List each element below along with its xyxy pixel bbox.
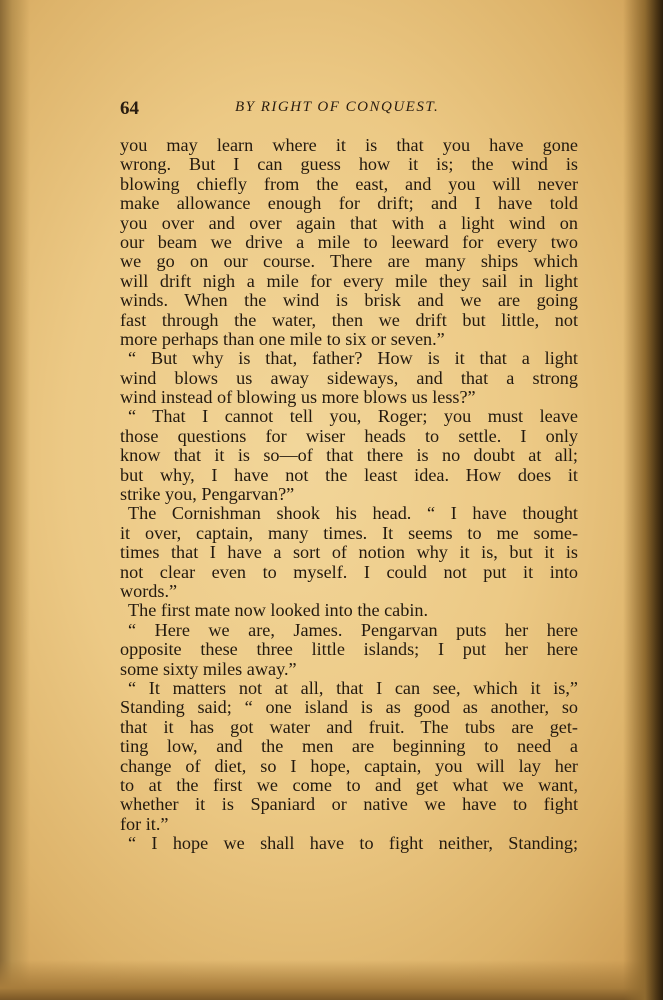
text-line: that it has got water and fruit. The tubs are get- bbox=[120, 716, 578, 737]
text-line: wind instead of blowing us more blows us less?” bbox=[120, 387, 476, 408]
text-line: those questions for wiser heads to settle. I only bbox=[120, 425, 578, 446]
text-line: “ It matters not at all, that I can see, which it is,” bbox=[128, 677, 578, 698]
text-line: to at the first we come to and get what we want, bbox=[120, 774, 578, 795]
text-line: fast through the water, then we drift but little, not bbox=[120, 309, 578, 330]
page-bottom-edge bbox=[0, 960, 663, 1000]
page-header bbox=[120, 98, 585, 122]
text-line: more perhaps than one mile to six or seven.” bbox=[120, 328, 445, 349]
text-line: whether it is Spaniard or native we have to fight bbox=[120, 794, 578, 815]
binding-shadow bbox=[0, 0, 30, 1000]
text-line: for it.” bbox=[120, 813, 169, 834]
text-line: our beam we drive a mile to leeward for every two bbox=[120, 231, 578, 252]
text-line: blowing chiefly from the east, and you will never bbox=[120, 173, 578, 194]
text-line: opposite these three little islands; I put her here bbox=[120, 639, 578, 660]
text-line: “ Here we are, James. Pengarvan puts her here bbox=[128, 619, 578, 640]
text-line: it over, captain, many times. It seems to me some- bbox=[120, 522, 578, 543]
text-line: change of diet, so I hope, captain, you will lay her bbox=[120, 755, 578, 776]
text-line: you may learn where it is that you have gone bbox=[120, 135, 578, 155]
page-number: 64 bbox=[120, 98, 139, 119]
text-line: know that it is so—of that there is no doubt at all; bbox=[120, 445, 578, 466]
text-line: make allowance enough for drift; and I have told bbox=[120, 193, 578, 214]
text-line: wrong. But I can guess how it is; the wind is bbox=[120, 154, 578, 175]
text-line: Standing said; “ one island is as good as another, so bbox=[120, 697, 578, 718]
text-line: some sixty miles away.” bbox=[120, 658, 297, 679]
running-head: BY RIGHT OF CONQUEST. bbox=[235, 99, 440, 115]
text-line: “ But why is that, father? How is it that a light bbox=[128, 348, 578, 369]
text-line: we go on our course. There are many ships which bbox=[120, 251, 578, 272]
body-text bbox=[120, 136, 578, 853]
text-line: The Cornishman shook his head. “ I have thought bbox=[128, 503, 578, 524]
text-line: you over and over again that with a light wind on bbox=[120, 212, 578, 233]
text-line: will drift nigh a mile for every mile they sail in light bbox=[120, 270, 578, 291]
text-line: strike you, Pengarvan?” bbox=[120, 484, 295, 505]
text-line: winds. When the wind is brisk and we are going bbox=[120, 290, 578, 311]
text-line: not clear even to myself. I could not put it into bbox=[120, 561, 578, 582]
text-line: The first mate now looked into the cabin. bbox=[128, 600, 429, 621]
text-line: “ That I cannot tell you, Roger; you must leave bbox=[128, 406, 578, 427]
text-line: ting low, and the men are beginning to need a bbox=[120, 736, 578, 757]
text-line: but why, I have not the least idea. How does it bbox=[120, 464, 578, 485]
text-line: wind blows us away sideways, and that a strong bbox=[120, 367, 578, 388]
text-line: times that I have a sort of notion why it is, but it is bbox=[120, 542, 578, 563]
page-right-edge bbox=[623, 0, 663, 1000]
text-line: “ I hope we shall have to fight neither, Standing; bbox=[128, 833, 578, 854]
text-line: words.” bbox=[120, 580, 178, 601]
